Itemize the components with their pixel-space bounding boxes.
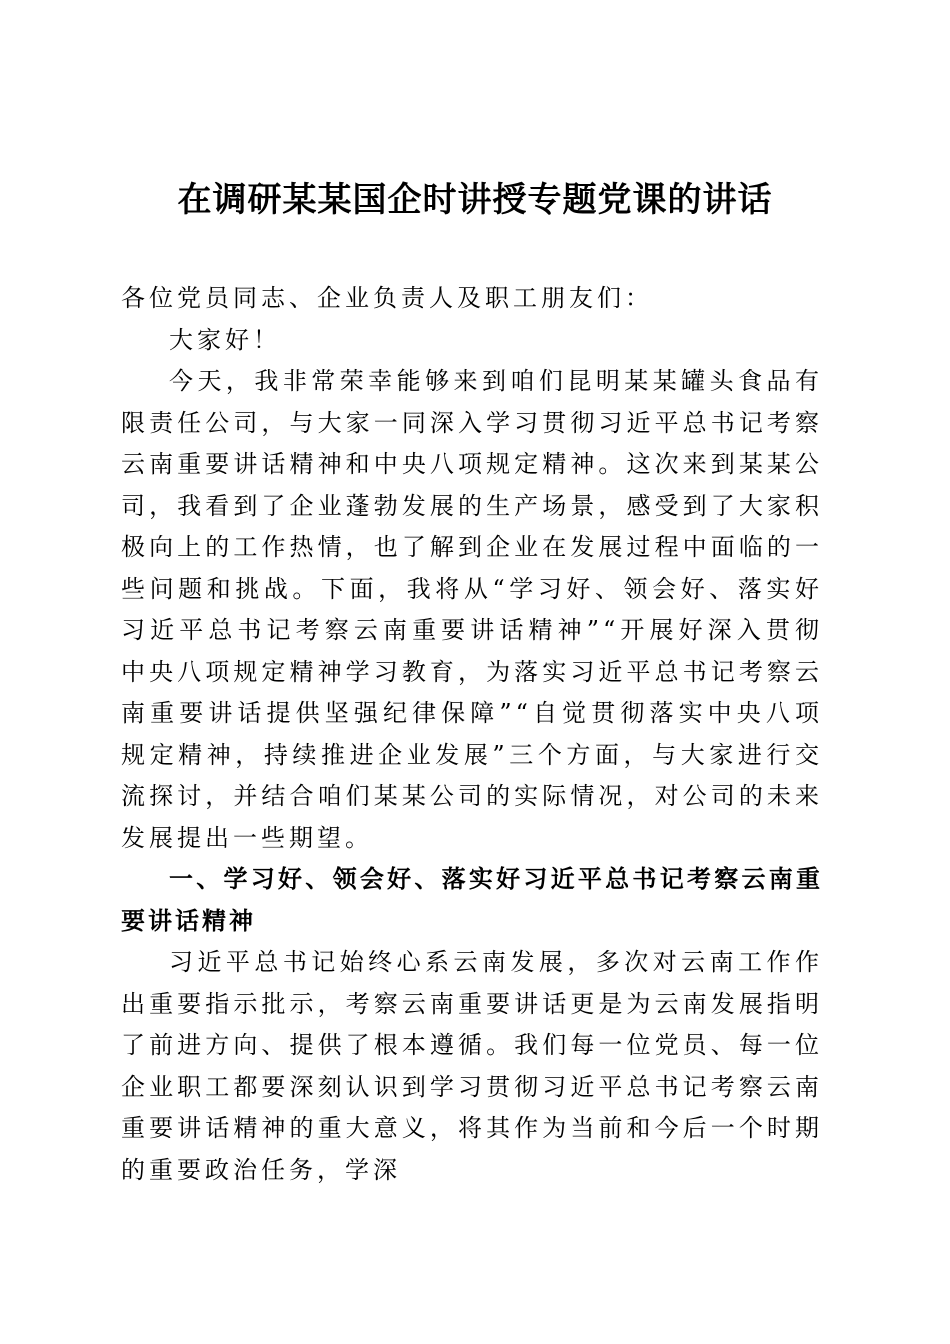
section-1-heading: 一、学习好、领会好、落实好习近平总书记考察云南重要讲话精神 <box>121 865 823 935</box>
opening-paragraph: 今天，我非常荣幸能够来到咱们昆明某某罐头食品有限责任公司，与大家一同深入学习贯彻习近平总书记考察云南重要讲话精神和中央八项规定精神。这次来到某某公司，我看到了企业蓬勃发展的生产场景，感受到了大家积极向上的工作热情，也了解到企业在发展过程中面临的一些问题和挑战。下面，我将从“学习好、领会好、落实好习近平总书记考察云南重要讲话精神”“开展好深入贯彻中央八项规定精神学习教育，为落实习近平总书记考察云南重要讲话提供坚强纪律保障”“自觉贯彻落实中央八项规定精神，持续推进企业发展”三个方面，与大家进行交流探讨，并结合咱们某某公司的实际情况，对公司的未来发展提出一些期望。 <box>121 367 823 852</box>
document-title: 在调研某某国企时讲授专题党课的讲话 <box>177 180 773 220</box>
document-body <box>121 278 823 1191</box>
section-1-paragraph: 习近平总书记始终心系云南发展，多次对云南工作作出重要指示批示，考察云南重要讲话更是为云南发展指明了前进方向、提供了根本遵循。我们每一位党员、每一位企业职工都要深刻认识到学习贯彻习近平总书记考察云南重要讲话精神的重大意义，将其作为当前和今后一个时期的重要政治任务，学深 <box>121 948 823 1184</box>
salutation: 各位党员同志、企业负责人及职工朋友们： <box>121 284 653 312</box>
greeting: 大家好！ <box>169 325 281 354</box>
